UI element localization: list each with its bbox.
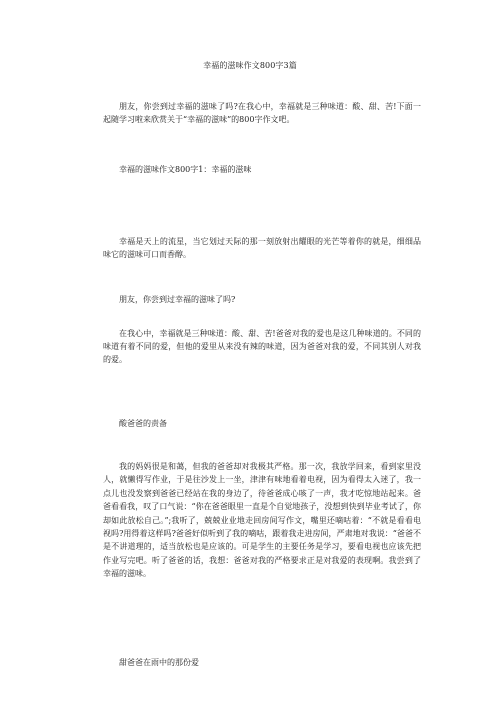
intro-paragraph: 朋友，你尝到过幸福的滋味了吗?在我心中，幸福就是三种味道：酸、甜、苦!下面一起随学习啦来欣赏关于“幸福的滋味”的800字作文吧。 — [103, 102, 421, 125]
sour-heading: 酸爸爸的责备 — [119, 419, 167, 428]
section-heading: 幸福的滋味作文800字1：幸福的滋味 — [119, 165, 252, 174]
flavors-paragraph: 在我心中，幸福就是三种味道：酸、甜、苦!爸爸对我的爱也是这几种味道的。不同的味道有着不同的爱，但他的爱里从来没有辣的味道，因为爸爸对我的爱，不同其别人对我的爱。 — [103, 329, 421, 365]
document-title: 幸福的滋味作文800字3篇 — [203, 61, 297, 70]
sour-paragraph: 我的妈妈很是和蔼，但我的爸爸却对我极其严格。那一次，我放学回来，看到家里没人，就懒得写作业，于是往沙发上一坐，津津有味地看着电视，因为看得太入迷了，我一点儿也没发察到爸爸已经站在我的身边了，待爸爸成心咳了一声，我才吃惊地站起来。爸爸看看我，叹了口气说：“你在爸爸眼里一直是个自觉地孩子，没想到快到毕业考试了，你却如此放松自己。”;我听了，兢兢业业地走回房间写作文，嘴里还嘀咕着：“不就是看看电视吗?用得着这样吗?爸爸好似听到了我的嘀咕，跟着我走进房间，严肃地对我说：“爸爸不是不讲道理的，适当放松也是应该的。可是学生的主要任务是学习，要看电视也应该先把作业写完吧。听了爸爸的话，我想：爸爸对我的严格要求正是对我爱的表现啊。我尝到了幸福的滋味。 — [103, 462, 421, 579]
question-line: 朋友，你尝到过幸福的滋味了吗? — [119, 295, 236, 304]
sweet-heading: 甜爸爸在雨中的那份爱 — [119, 658, 199, 667]
star-paragraph: 幸福是天上的流星，当它划过天际的那一刻放射出耀眼的光芒等着你的就是，细细品味它的滋味可口而香醇。 — [103, 237, 421, 260]
